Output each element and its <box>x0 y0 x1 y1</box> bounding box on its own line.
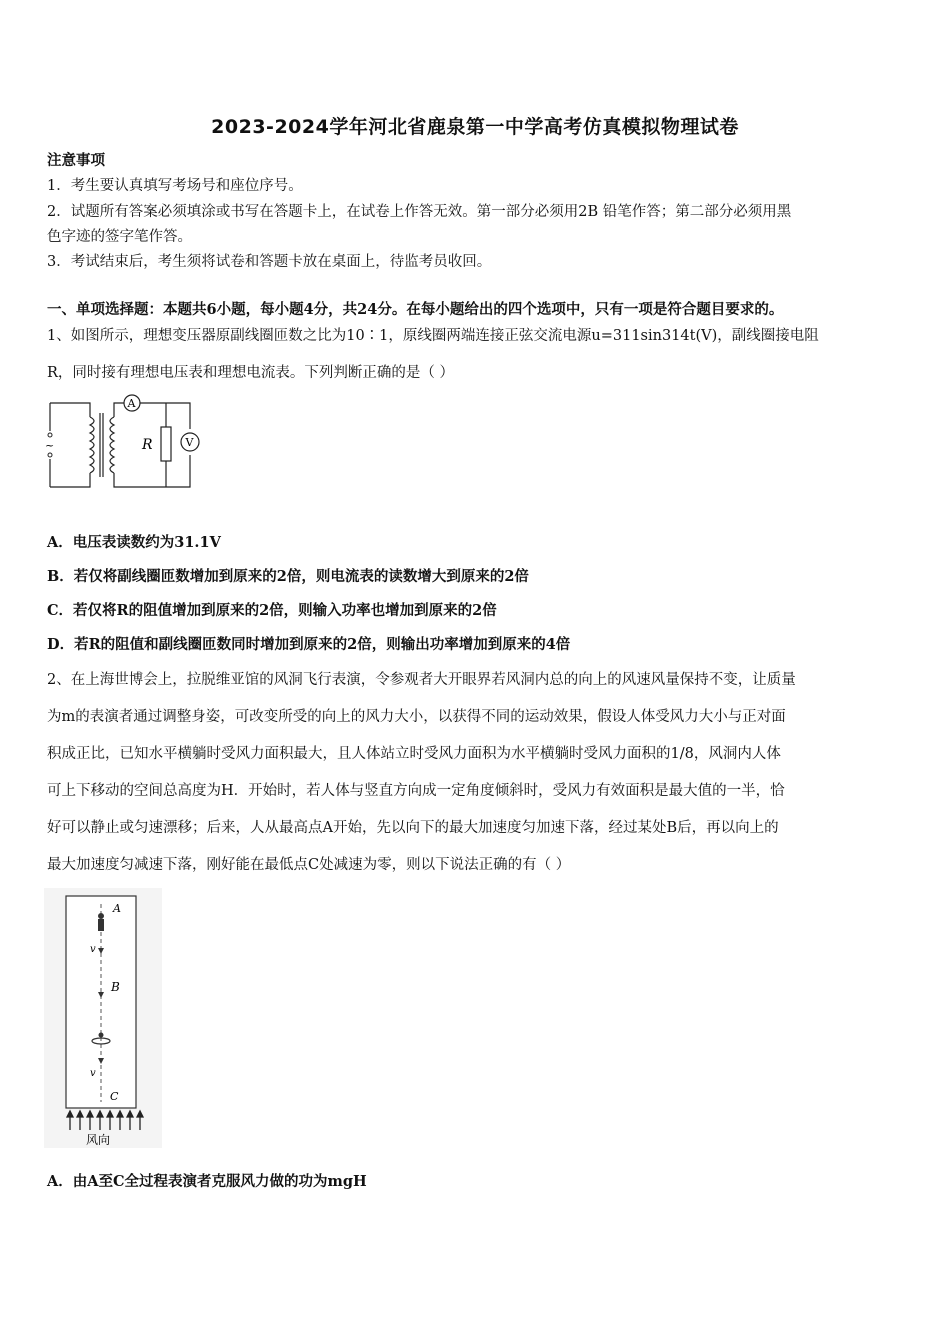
wind-direction-label: 风向 <box>86 1133 111 1147</box>
velocity-label: v <box>90 1068 96 1079</box>
ammeter-label: A <box>127 397 136 410</box>
source-label: ~ <box>45 439 55 452</box>
question-2-text: 为m的表演者通过调整身姿，可改变所受的向上的风力大小，以获得不同的运动效果，假设人体受风力大小与正对面 <box>47 709 786 725</box>
question-2-text: 最大加速度匀减速下落，刚好能在最低点C处减速为零，则以下说法正确的有（ ） <box>47 857 571 873</box>
resistor-label: R <box>142 437 153 453</box>
question-1-text: R，同时接有理想电压表和理想电流表。下列判断正确的是（ ） <box>47 365 455 381</box>
question-1-text: 1、如图所示，理想变压器原副线圈匝数之比为10∶1，原线圈两端连接正弦交流电源u=311sin314t(V)，副线圈接电阻 <box>47 328 819 344</box>
point-c-label: C <box>110 1090 119 1103</box>
notice-item: 1．考生要认真填写考场号和座位序号。 <box>47 178 303 194</box>
question-1-option-c[interactable]: C．若仅将R的阻值增加到原来的2倍，则输入功率也增加到原来的2倍 <box>47 602 497 619</box>
question-2-text: 2、在上海世博会上，拉脱维亚馆的风洞飞行表演，令参观者大开眼界若风洞内总的向上的风速风量保持不变，让质量 <box>47 672 796 688</box>
question-1-option-b[interactable]: B．若仅将副线圈匝数增加到原来的2倍，则电流表的读数增大到原来的2倍 <box>47 568 529 585</box>
notice-item: 2．试题所有答案必须填涂或书写在答题卡上，在试卷上作答无效。第一部分必须用2B 铅笔作答；第二部分必须用黑 <box>47 204 792 220</box>
question-2-option-a[interactable]: A．由A至C全过程表演者克服风力做的功为mgH <box>47 1173 367 1190</box>
question-1-option-a[interactable]: A．电压表读数约为31.1V <box>47 534 221 551</box>
velocity-label: v <box>90 944 96 955</box>
point-b-label: B <box>111 980 120 994</box>
performer-icon <box>98 913 104 931</box>
question-2-text: 积成正比，已知水平横躺时受风力面积最大，且人体站立时受风力面积为水平横躺时受风力面积的1/8，风洞内人体 <box>47 746 781 762</box>
point-a-label: A <box>113 902 121 915</box>
page-title: 2023-2024学年河北省鹿泉第一中学高考仿真模拟物理试卷 <box>211 116 739 138</box>
question-2-text: 可上下移动的空间总高度为H．开始时，若人体与竖直方向成一定角度倾斜时，受风力有效面积是最大值的一半，恰 <box>47 783 785 799</box>
voltmeter-label: V <box>185 436 194 449</box>
terminal-icon <box>48 453 52 457</box>
question-2-text: 好可以静止或匀速漂移；后来，人从最高点A开始，先以向下的最大加速度匀加速下落，经过某处B后，再以向上的 <box>47 820 779 836</box>
terminal-icon <box>48 433 52 437</box>
notice-item: 色字迹的签字笔作答。 <box>47 229 192 245</box>
transformer-circuit-figure <box>44 393 204 495</box>
question-1-option-d[interactable]: D．若R的阻值和副线圈匝数同时增加到原来的2倍，则输出功率增加到原来的4倍 <box>47 636 571 653</box>
notice-item: 3．考试结束后，考生须将试卷和答题卡放在桌面上，待监考员收回。 <box>47 254 492 270</box>
section-heading: 一、单项选择题：本题共6小题，每小题4分，共24分。在每小题给出的四个选项中，只有一项是符合题目要求的。 <box>47 301 784 318</box>
notice-heading: 注意事项 <box>47 152 105 169</box>
wind-tunnel-figure <box>44 888 162 1148</box>
